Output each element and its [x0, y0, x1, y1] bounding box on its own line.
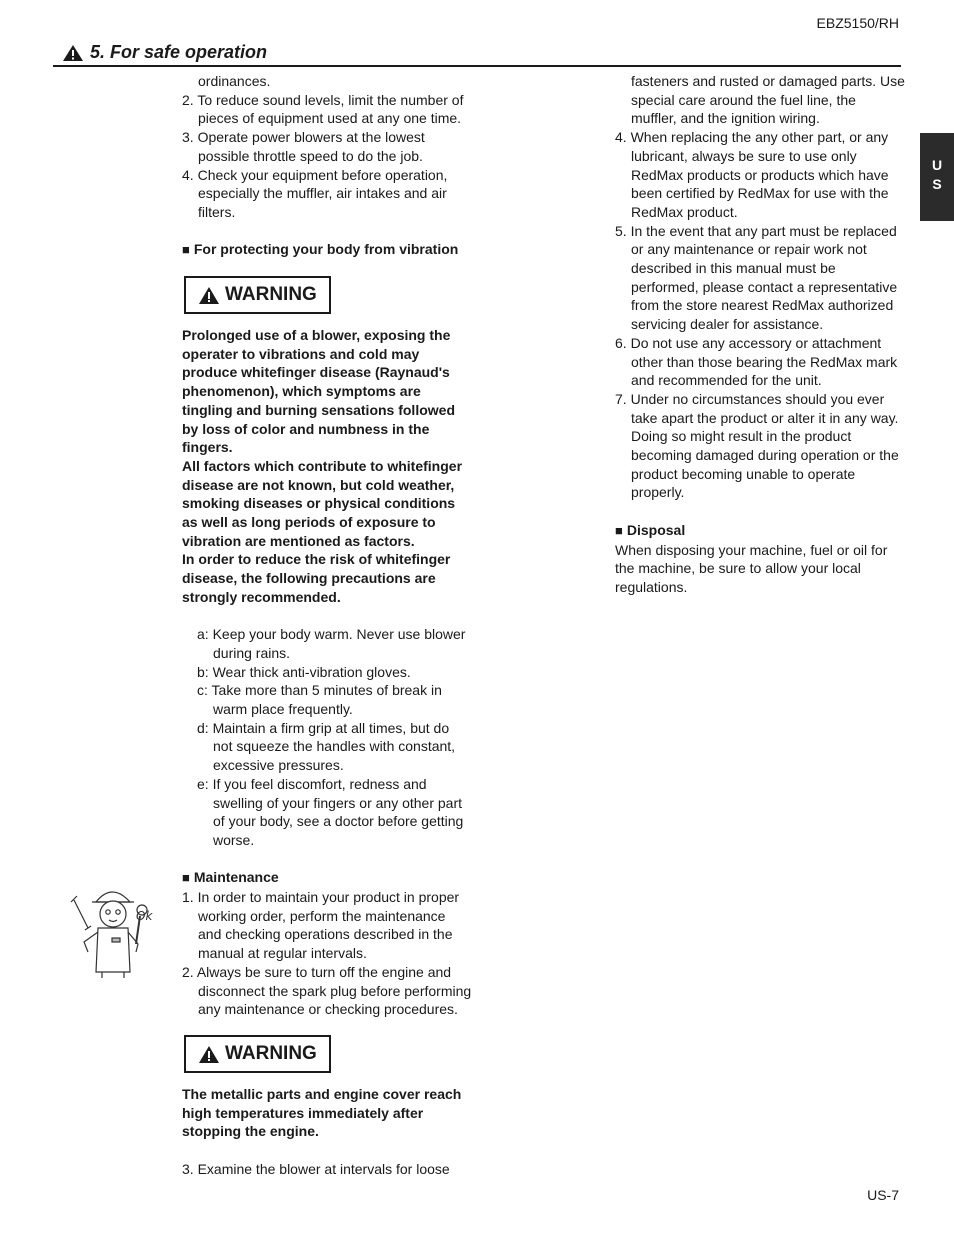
- spacer: [182, 1141, 472, 1160]
- item-text: In the event that any part must be replaced or any maintenance or repair work not described in this manual must be performed, please contact a representative from the store nearest RedMax authorized servicing dealer for assistance.: [630, 222, 898, 333]
- item-key: c:: [197, 682, 208, 699]
- item-number: 4.: [615, 129, 627, 146]
- item-text: Wear thick anti-vibration gloves.: [212, 663, 411, 680]
- mechanic-ok-mascot-icon: [68, 880, 156, 980]
- warning-box: [184, 276, 331, 314]
- item-number: 6.: [615, 334, 627, 351]
- precautions-list: [182, 625, 472, 849]
- heading-maintenance: ■ Maintenance: [182, 868, 472, 888]
- item-text: Examine the blower at intervals for loose: [197, 1160, 450, 1177]
- item-key: e:: [197, 775, 209, 792]
- hot-parts-paragraph: The metallic parts and engine cover reach high temperatures immediately after stopping the engine.: [182, 1086, 462, 1140]
- list-item: [182, 166, 472, 222]
- item-text: Take more than 5 minutes of break in warm place frequently.: [211, 682, 442, 718]
- item-text: When replacing the any other part, or any lubricant, always be sure to use only RedMax products or products which have been certified by RedMax for use with the RedMax product.: [630, 129, 889, 220]
- item-text: Do not use any accessory or attachment other than those bearing the RedMax mark and recommended for the unit.: [630, 334, 898, 389]
- model-number: EBZ5150/RH: [816, 15, 899, 31]
- item-text: Check your equipment before operation, especially the muffler, air intakes and air filters.: [197, 166, 448, 220]
- vibration-paragraph: Prolonged use of a blower, exposing the operater to vibrations and cold may produce whitefinger disease (Raynaud's phenomenon), which symptoms are tingling and burning sensations followed by loss of color and numbness in the fingers.: [182, 327, 455, 456]
- warning-triangle-icon: [198, 286, 220, 305]
- title-divider: [53, 65, 901, 67]
- heading-vibration: ■ For protecting your body from vibration: [182, 240, 472, 260]
- item-number: 2.: [182, 91, 194, 108]
- item-number: 3.: [182, 129, 194, 146]
- section-title-text: 5. For safe operation: [90, 42, 268, 62]
- list-item: [197, 663, 472, 682]
- item-number: 7.: [615, 390, 627, 407]
- warning-label: WARNING: [225, 283, 317, 305]
- item-text: Under no circumstances should you ever take apart the product or alter it in any way. Doing so might result in the product becoming damaged during operation or the product becoming unable to operate properly.: [630, 390, 899, 501]
- item-number: 4.: [182, 166, 194, 183]
- item-text: Operate power blowers at the lowest possible throttle speed to do the job.: [197, 129, 425, 164]
- item-number: 5.: [615, 222, 627, 239]
- list-item: [615, 222, 905, 334]
- list-item: [182, 963, 472, 1019]
- page-number: US-7: [867, 1187, 899, 1203]
- svg-text:Ok: Ok: [136, 909, 153, 923]
- list-item: [197, 625, 472, 662]
- item-key: b:: [197, 663, 209, 680]
- side-tab-letter-s: S: [932, 176, 942, 192]
- item-text: If you feel discomfort, redness and swelling of your fingers or any other part of your body, see a doctor before getting worse.: [212, 775, 464, 848]
- left-column: [182, 72, 472, 1179]
- item-text: Always be sure to turn off the engine and disconnect the spark plug before performing any maintenance or checking procedures.: [196, 963, 472, 1018]
- list-item: [615, 390, 905, 502]
- list-item: [615, 334, 905, 390]
- language-tab-us[interactable]: [920, 133, 954, 221]
- warning-label: WARNING: [225, 1042, 317, 1064]
- side-tab-letter-u: U: [931, 157, 943, 173]
- continued-text: ordinances.: [198, 73, 271, 89]
- item-number: 1.: [182, 889, 194, 906]
- item-number: 2.: [182, 963, 194, 980]
- section-title: [62, 42, 267, 63]
- item-key: a:: [197, 626, 209, 643]
- disposal-text: When disposing your machine, fuel or oil for the machine, be sure to allow your local regulations.: [615, 541, 888, 595]
- vibration-paragraph: All factors which contribute to whitefinger disease are not known, but cold weather, smoking diseases or physical conditions as well as long periods of exposure to vibration are mentioned as factors.: [182, 457, 463, 549]
- list-item: [615, 128, 905, 222]
- vibration-paragraph: In order to reduce the risk of whitefinger disease, the following precautions are strongly recommended.: [182, 551, 451, 605]
- item-text: Maintain a firm grip at all times, but do not squeeze the handles with constant, excessive pressures.: [212, 719, 456, 774]
- item-text: To reduce sound levels, limit the number of pieces of equipment used at any one time.: [197, 91, 464, 127]
- list-item: [182, 1160, 472, 1179]
- heading-disposal: ■ Disposal: [615, 521, 905, 541]
- item-key: d:: [197, 719, 209, 736]
- item-number: 3.: [182, 1160, 194, 1177]
- warning-triangle-icon: [198, 1045, 220, 1064]
- list-item: [197, 775, 472, 850]
- list-item: [182, 128, 472, 165]
- warning-triangle-icon: [62, 44, 84, 62]
- list-item: [197, 719, 472, 775]
- list-item: [197, 681, 472, 718]
- continued-text: fasteners and rusted or damaged parts. Use special care around the fuel line, the muffler, and the ignition wiring.: [631, 73, 905, 127]
- item-text: Keep your body warm. Never use blower during rains.: [212, 626, 466, 661]
- warning-box: [184, 1035, 331, 1073]
- list-item: [182, 91, 472, 128]
- right-column: [615, 72, 905, 597]
- item-text: In order to maintain your product in proper working order, perform the maintenance and checking operations described in the manual at regular intervals.: [197, 889, 460, 962]
- list-item: [182, 888, 472, 963]
